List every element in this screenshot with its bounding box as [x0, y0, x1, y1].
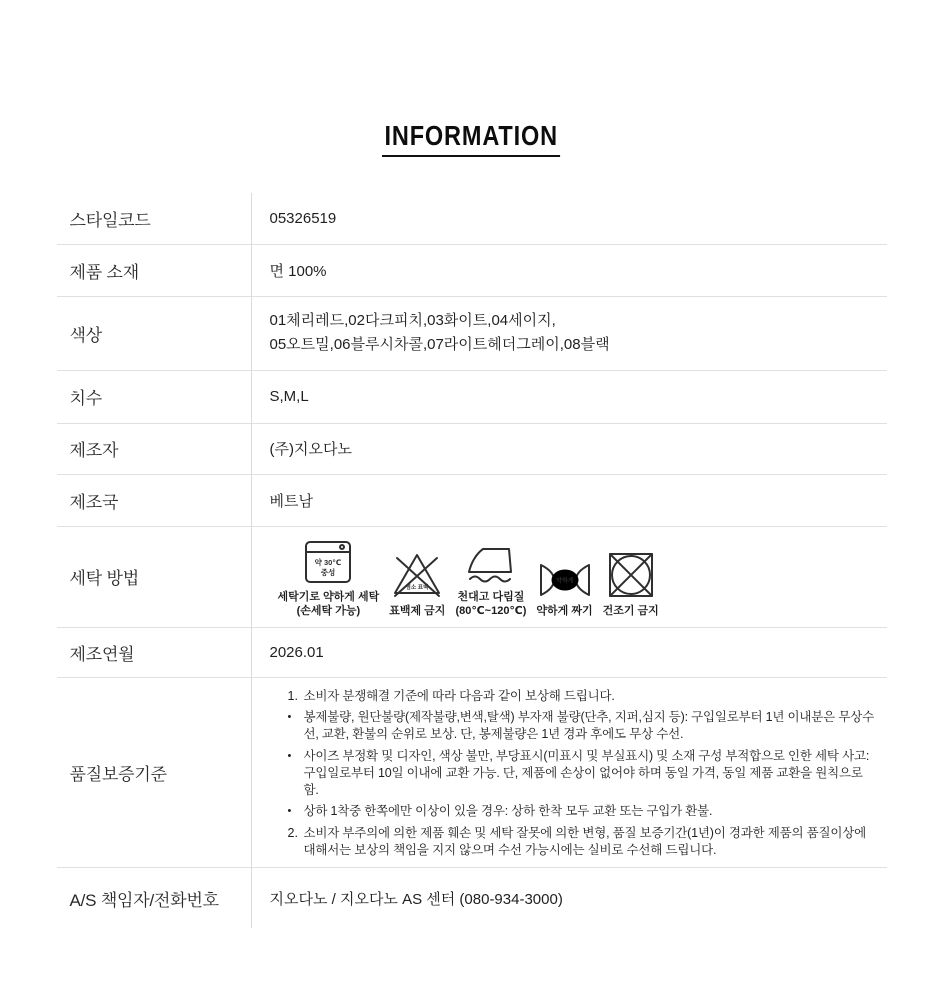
svg-text:약하게: 약하게 [555, 578, 574, 585]
row-label: 제품 소재 [57, 245, 252, 296]
row-label: 제조연월 [57, 628, 252, 677]
row-label: 세탁 방법 [57, 527, 252, 627]
row-value: (주)지오다노 [269, 441, 352, 459]
warranty-item [288, 803, 875, 820]
row-label: 품질보증기준 [57, 678, 252, 867]
warranty-item-marker: 1. [287, 688, 298, 703]
care-symbol-machine-wash [278, 539, 380, 619]
warranty-item-text: 봉제불량, 원단불량(제작불량,변색,탈색) 부자재 불량(단추, 지퍼,심지 등): 구입일로부터 1년 이내분은 무상수선, 교환, 환불의 순위로 보상. 단, 봉제불량은 1년 경과 후에도 무상 수선. [303, 710, 874, 742]
warranty-item-marker: 2. [287, 825, 298, 840]
table-row-country [57, 474, 887, 526]
table-row-style-code [57, 193, 887, 244]
care-symbol-caption: 건조기 금지 [602, 605, 659, 618]
table-row-manufacturer [57, 423, 887, 474]
care-symbols [270, 529, 659, 625]
title-wrap [0, 0, 943, 157]
table-row-material [57, 244, 887, 296]
warranty-item-text: 사이즈 부정확 및 디자인, 색상 불만, 부당표시(미표시 및 부실표시) 및 소재 구성 부적합으로 인한 세탁 사고: 구입일로부터 10일 이내에 교환 가능. 단, 제품에 손상이 없어야 하며 동일 가격, 동일 제품 교환을 원칙으로 함. [303, 748, 870, 798]
warranty-item-marker: • [287, 805, 292, 818]
table-row-washing [57, 526, 887, 627]
care-symbol-caption: 약하게 짜기 [536, 605, 593, 618]
row-value [252, 297, 887, 370]
svg-text:중성: 중성 [321, 568, 336, 577]
row-value [252, 527, 887, 627]
row-value: 2026.01 [269, 643, 324, 661]
row-value: 지오다노 / 지오다노 AS 센터 (080-934-3000) [269, 890, 563, 908]
warranty-item [288, 825, 875, 860]
svg-text:염소 표백: 염소 표백 [405, 585, 429, 592]
care-symbol-caption: 세탁기로 약하게 세탁 (손세탁 가능) [277, 591, 380, 618]
row-label: 제조국 [57, 475, 252, 526]
row-value: 05326519 [269, 209, 337, 227]
table-row-color [57, 296, 887, 370]
table-row-warranty [57, 677, 887, 867]
row-label: 제조자 [57, 424, 252, 474]
warranty-item-marker: • [287, 711, 292, 724]
warranty-item-marker: • [287, 749, 292, 762]
row-value: 베트남 [269, 492, 313, 510]
table-row-as-contact [57, 867, 887, 928]
color-list-line1: 01체리레드,02다크피치,03화이트,04세이지, [269, 312, 556, 330]
table-row-size [57, 370, 887, 423]
row-label: 스타일코드 [57, 193, 252, 244]
row-value [252, 678, 887, 867]
page-title: INFORMATION [382, 121, 560, 157]
care-symbol-caption: 표백제 금지 [389, 605, 446, 618]
warranty-item-text: 소비자 분쟁해결 기준에 따라 다음과 같이 보상해 드립니다. [303, 688, 615, 703]
warranty-item [288, 688, 875, 705]
no-tumble-dry-icon [607, 551, 655, 599]
iron-with-cloth-icon [466, 545, 516, 585]
row-value: 면 100% [269, 262, 327, 280]
care-symbol-no-tumble-dry [603, 551, 659, 618]
row-label: 색상 [57, 297, 252, 370]
care-symbol-wring [536, 561, 592, 618]
warranty-terms [270, 678, 887, 867]
warranty-item-text: 상하 1착중 한쪽에만 이상이 있을 경우: 상하 한착 모두 교환 또는 구입가 환불. [303, 804, 713, 819]
warranty-item-text: 소비자 부주의에 의한 제품 훼손 및 세탁 잘못에 의한 변형, 품질 보증기간(1년)이 경과한 제품의 품질이상에 대해서는 보상의 책임을 지지 않으며 수선 가능시에는 실비로 수선해 드립니다. [303, 825, 867, 857]
care-symbol-caption: 천대고 다림질 (80℃~120℃) [455, 591, 527, 618]
wring-gently-icon [537, 561, 593, 599]
warranty-item [288, 748, 875, 800]
color-list [270, 309, 610, 357]
row-label: 치수 [57, 371, 252, 423]
machine-wash-gentle-icon [303, 539, 353, 585]
color-list-line2: 05오트밀,06블루시차콜,07라이트헤더그레이,08블랙 [269, 336, 610, 354]
table-row-manufacture-date [57, 627, 887, 677]
no-bleach-icon [392, 551, 442, 599]
warranty-item [288, 709, 875, 744]
care-symbol-iron [455, 545, 526, 619]
care-symbol-no-bleach [389, 551, 445, 618]
row-value: S,M,L [269, 388, 309, 406]
row-label: A/S 책임자/전화번호 [57, 868, 252, 928]
svg-text:약 30℃: 약 30℃ [314, 558, 342, 567]
product-info-table [57, 193, 887, 928]
